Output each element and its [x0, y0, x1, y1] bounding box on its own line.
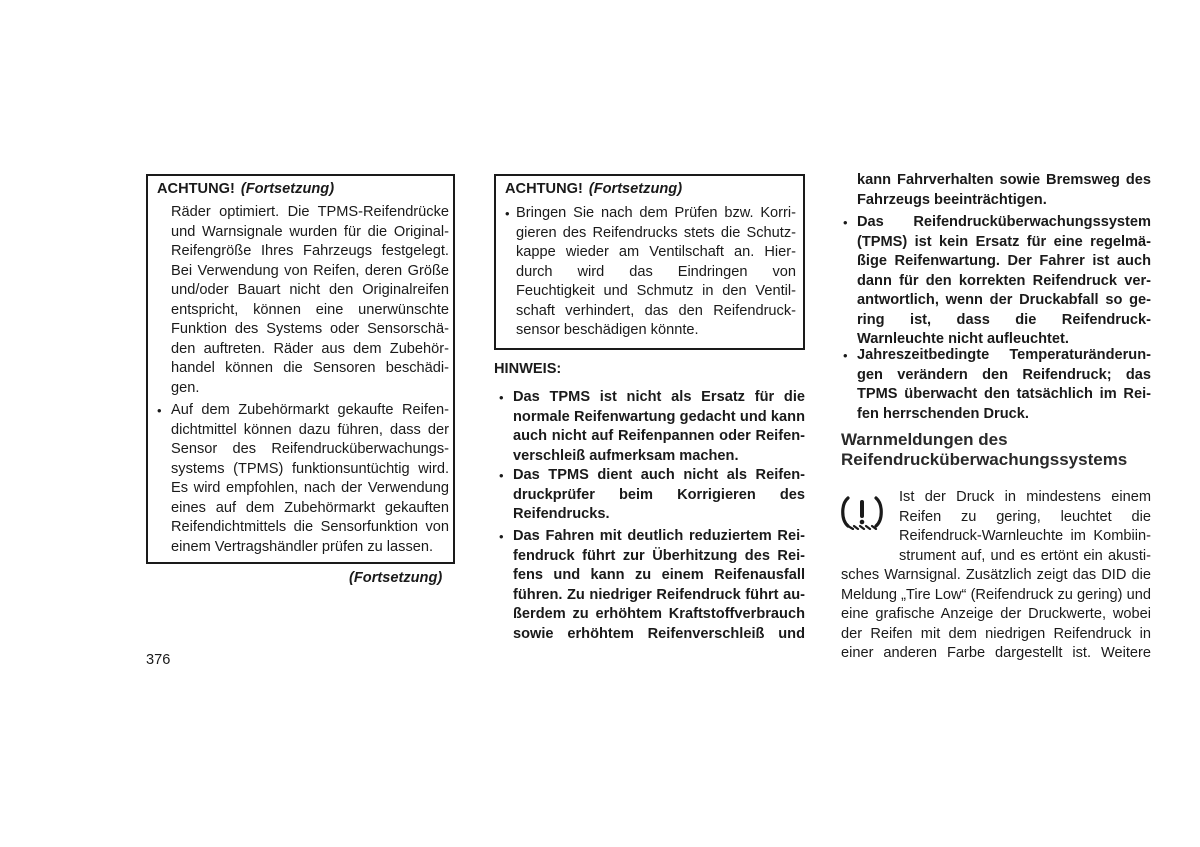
note-line: Das Fahren mit deutlich reduziertem Rei-	[513, 528, 805, 544]
text-line: eine grafische Anzeige der Druckwerte, wobei	[841, 606, 1151, 622]
note-line: fendruck führt zur Überhitzung des Rei-	[513, 547, 805, 564]
text-line: gen.	[171, 379, 200, 396]
bullet-line: dann für den korrekten Reifendruck ver-	[857, 272, 1151, 289]
bullet-dot: •	[157, 403, 162, 418]
text-line: einer anderen Farbe dargestellt ist. Weitere	[841, 645, 1151, 661]
continued-note: (Fortsetzung)	[349, 570, 443, 586]
text-line: Meldung „Tire Low“ (Reifendruck zu gering) und	[841, 586, 1151, 603]
bullet-dot: •	[499, 390, 504, 405]
caution-heading	[157, 181, 334, 197]
text-line: Feuchtigkeit und Schmutz in den Ventil-	[516, 283, 796, 299]
text-line: Reifendichtmittels die Sensorfunktion von	[171, 519, 449, 535]
text-line: gieren des Reifendrucks stets die Schutz-	[516, 224, 796, 241]
note-line: Reifendrucks.	[513, 506, 610, 522]
bullet-line: ring ist, dass die Reifendruck-	[857, 311, 1151, 328]
bullet-line: TPMS überwacht den tatsächlich im Rei-	[857, 386, 1151, 402]
text-line: kappe wieder am Ventilschaft an. Hier-	[516, 244, 796, 260]
bullet-dot: •	[843, 215, 848, 230]
page-number: 376	[146, 652, 171, 668]
text-line: Reifengröße Ihres Fahrzeugs festgelegt.	[171, 243, 449, 259]
text-line: Reifendruck-Warnleuchte im Kombiin-	[899, 528, 1151, 544]
text-line: Ist der Druck in mindestens einem	[899, 489, 1151, 505]
text-line: einem Vertragshändler prüfen zu lassen.	[171, 538, 434, 555]
text-line: Es wird empfohlen, nach der Verwendung	[171, 480, 449, 496]
text-line: Sensor des Reifendrucküberwachungs-	[171, 441, 449, 457]
text-line: Räder optimiert. Die TPMS-Reifendrücke	[171, 204, 449, 220]
bullet-line: (TPMS) ist kein Ersatz für eine regelmä-	[857, 233, 1151, 250]
text-line: Bringen Sie nach dem Prüfen bzw. Korri-	[516, 205, 796, 221]
text-line: sensor beschädigen könnte.	[516, 322, 699, 338]
bullet-line: antwortlich, wenn der Druckabfall so ge-	[857, 292, 1151, 308]
note-line: sowie erhöhtem Reifenverschleiß und	[513, 625, 805, 642]
note-line: Das TPMS dient auch nicht als Reifen-	[513, 467, 805, 483]
text-line: handel können die Sensoren beschädi-	[171, 360, 449, 376]
bullet-line: gen verändern den Reifendruck; das	[857, 366, 1151, 383]
caution-heading-sub: (Fortsetzung)	[240, 181, 335, 197]
caution-heading-label: ACHTUNG!	[505, 181, 583, 197]
text-line: entspricht, können eine unerwünschte	[171, 301, 449, 318]
caution-box-continued-2	[494, 174, 805, 350]
bullet-dot: •	[499, 529, 504, 544]
text-line: kann Fahrverhalten sowie Bremsweg des	[857, 172, 1151, 188]
bullet-dot: •	[499, 468, 504, 483]
note-line: führen. Zu niedriger Reifendruck führt au-	[513, 586, 805, 603]
tire-pressure-warning-icon	[839, 494, 885, 530]
text-line: Funktion des Systems oder Sensorschä-	[171, 321, 449, 337]
text-line: Auf dem Zubehörmarkt gekaufte Reifen-	[171, 402, 449, 418]
text-line: der Reifen mit dem niedrigen Reifendruck in	[841, 625, 1151, 642]
text-line: strument auf, und es ertönt ein akusti-	[899, 547, 1151, 564]
text-line: systems (TPMS) funktionsuntüchtig wird.	[171, 460, 449, 477]
caution-heading	[505, 181, 682, 197]
note-line: druckprüfer beim Korrigieren des	[513, 486, 805, 503]
note-line: Das TPMS ist nicht als Ersatz für die	[513, 389, 805, 405]
bullet-line: Jahreszeitbedingte Temperaturänderun-	[857, 347, 1151, 363]
note-line: ßerdem zu erhöhtem Kraftstoffverbrauch	[513, 606, 805, 622]
text-line: dichtmittel können dazu führen, dass der	[171, 421, 449, 438]
note-line: fens und kann zu einem Reifenausfall	[513, 567, 805, 583]
note-line: normale Reifenwartung gedacht und kann	[513, 408, 805, 425]
bullet-line: Das Reifendrucküberwachungssystem	[857, 214, 1151, 230]
caution-heading-sub: (Fortsetzung)	[588, 181, 683, 197]
caution-heading-label: ACHTUNG!	[157, 181, 235, 197]
text-line: und/oder Bauart nicht den Originalreifen	[171, 282, 449, 298]
note-line: auch nicht auf Reifenpannen oder Reifen-	[513, 428, 805, 444]
text-line: eines auf dem Zubehörmarkt gekauften	[171, 499, 449, 516]
caution-box-continued	[146, 174, 455, 564]
bullet-line: Warnleuchte nicht aufleuchtet.	[857, 331, 1069, 347]
bullet-dot: •	[843, 348, 848, 363]
section-title: Warnmeldungen des Reifendrucküberwachungssystems	[841, 430, 1128, 469]
bullet-line: fen herrschenden Druck.	[857, 405, 1029, 422]
text-line: Reifen zu gering, leuchtet die	[899, 508, 1151, 525]
bullet-dot: •	[505, 206, 510, 221]
bullet-line: ßige Reifenwartung. Der Fahrer ist auch	[857, 253, 1151, 269]
text-line: und Warnsignale wurden für die Original-	[171, 223, 449, 240]
text-line: Bei Verwendung von Reifen, deren Größe	[171, 262, 449, 279]
text-line: Fahrzeugs beeinträchtigen.	[857, 191, 1047, 208]
text-line: den auftreten. Räder aus dem Zubehör-	[171, 340, 449, 357]
note-heading: HINWEIS:	[494, 361, 562, 377]
text-line: durch wird das Eindringen von	[516, 263, 796, 280]
text-line: schaft verhindert, das den Reifendruck-	[516, 302, 796, 319]
text-line: sches Warnsignal. Zusätzlich zeigt das DID die	[841, 567, 1151, 583]
note-line: verschleiß aufmerksam machen.	[513, 447, 739, 464]
